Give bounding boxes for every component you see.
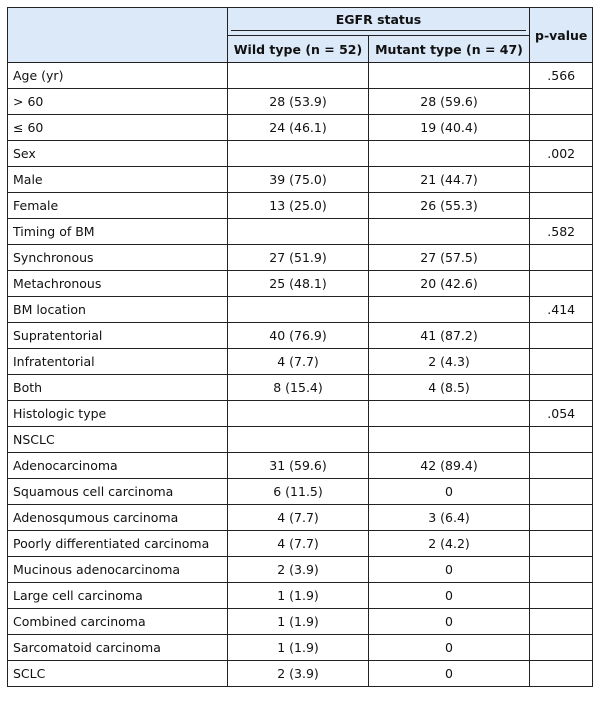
mutant-type-cell: 27 (57.5) [369,245,530,271]
table-row [8,427,593,453]
mutant-type-cell: 28 (59.6) [369,89,530,115]
p-value-cell [530,427,593,453]
wild-type-cell [228,401,369,427]
p-value-cell [530,89,593,115]
p-value-cell [530,479,593,505]
row-label-cell: Supratentorial [8,323,228,349]
p-value-cell [530,245,593,271]
row-label-cell: Synchronous [8,245,228,271]
p-value-cell: .002 [530,141,593,167]
wild-type-cell: 31 (59.6) [228,453,369,479]
table-row [8,193,593,219]
p-value-cell [530,115,593,141]
row-label-cell: NSCLC [8,427,228,453]
wild-type-cell: 1 (1.9) [228,635,369,661]
p-value-cell [530,271,593,297]
wild-type-cell: 1 (1.9) [228,583,369,609]
wild-type-cell [228,427,369,453]
p-value-cell [530,375,593,401]
row-label-cell: Mucinous adenocarcinoma [8,557,228,583]
p-value-cell [530,661,593,687]
mutant-type-cell: 26 (55.3) [369,193,530,219]
wild-type-cell: 2 (3.9) [228,557,369,583]
table-row [8,141,593,167]
mutant-type-cell: 19 (40.4) [369,115,530,141]
p-value-cell [530,635,593,661]
wild-type-cell [228,219,369,245]
row-label-cell: Histologic type [8,401,228,427]
mutant-type-cell: 2 (4.2) [369,531,530,557]
p-value-cell [530,505,593,531]
p-value-cell [530,193,593,219]
p-value-cell [530,453,593,479]
table-row [8,375,593,401]
table-row [8,271,593,297]
table-row [8,609,593,635]
mutant-type-cell [369,427,530,453]
p-value-cell [530,609,593,635]
row-label-cell: Poorly differentiated carcinoma [8,531,228,557]
wild-type-cell: 2 (3.9) [228,661,369,687]
row-label-cell: Male [8,167,228,193]
p-value-cell [530,349,593,375]
row-label-cell: Infratentorial [8,349,228,375]
mutant-type-cell [369,63,530,89]
wild-type-cell [228,297,369,323]
mutant-type-cell: 0 [369,609,530,635]
table-row [8,661,593,687]
mutant-type-cell: 41 (87.2) [369,323,530,349]
table-row [8,401,593,427]
wild-type-cell: 27 (51.9) [228,245,369,271]
table-row [8,89,593,115]
row-label-cell: Adenosqumous carcinoma [8,505,228,531]
egfr-status-table [7,7,593,687]
wild-type-cell: 6 (11.5) [228,479,369,505]
mutant-type-cell: 0 [369,479,530,505]
table-row [8,219,593,245]
table-row [8,583,593,609]
wild-type-cell [228,141,369,167]
row-label-cell: BM location [8,297,228,323]
row-label-cell: > 60 [8,89,228,115]
table-body [8,63,593,687]
table-row [8,167,593,193]
wild-type-cell: 39 (75.0) [228,167,369,193]
row-label-cell: Large cell carcinoma [8,583,228,609]
p-value-cell [530,531,593,557]
table-row [8,63,593,89]
row-label-cell: Combined carcinoma [8,609,228,635]
table-row [8,505,593,531]
table-row [8,479,593,505]
p-value-cell: .054 [530,401,593,427]
mutant-type-cell: 4 (8.5) [369,375,530,401]
wild-type-cell: 1 (1.9) [228,609,369,635]
table-row [8,557,593,583]
mutant-type-cell: 42 (89.4) [369,453,530,479]
row-label-cell: Sex [8,141,228,167]
p-value-cell [530,557,593,583]
mutant-type-header: Mutant type (n = 47) [369,36,530,63]
table-row [8,245,593,271]
mutant-type-cell: 0 [369,635,530,661]
p-value-cell [530,167,593,193]
row-label-cell: Female [8,193,228,219]
mutant-type-cell [369,219,530,245]
mutant-type-cell [369,141,530,167]
table-row [8,635,593,661]
table-row [8,323,593,349]
p-value-cell: .582 [530,219,593,245]
mutant-type-cell: 20 (42.6) [369,271,530,297]
p-value-cell: .566 [530,63,593,89]
wild-type-cell: 28 (53.9) [228,89,369,115]
wild-type-cell: 25 (48.1) [228,271,369,297]
p-value-header: p-value [530,8,593,63]
table-row [8,297,593,323]
wild-type-cell [228,63,369,89]
wild-type-cell: 40 (76.9) [228,323,369,349]
row-label-cell: Metachronous [8,271,228,297]
table-row [8,453,593,479]
wild-type-cell: 24 (46.1) [228,115,369,141]
mutant-type-cell [369,297,530,323]
mutant-type-cell: 3 (6.4) [369,505,530,531]
variable-header [8,8,228,63]
row-label-cell: Timing of BM [8,219,228,245]
p-value-cell [530,583,593,609]
wild-type-cell: 13 (25.0) [228,193,369,219]
egfr-status-header: EGFR status [228,8,530,36]
table-row [8,349,593,375]
p-value-cell [530,323,593,349]
wild-type-cell: 4 (7.7) [228,505,369,531]
row-label-cell: ≤ 60 [8,115,228,141]
mutant-type-cell: 0 [369,557,530,583]
mutant-type-cell: 0 [369,583,530,609]
row-label-cell: Sarcomatoid carcinoma [8,635,228,661]
table-row [8,115,593,141]
wild-type-cell: 4 (7.7) [228,349,369,375]
p-value-cell: .414 [530,297,593,323]
row-label-cell: Both [8,375,228,401]
mutant-type-cell: 0 [369,661,530,687]
row-label-cell: Adenocarcinoma [8,453,228,479]
row-label-cell: SCLC [8,661,228,687]
row-label-cell: Age (yr) [8,63,228,89]
wild-type-cell: 4 (7.7) [228,531,369,557]
mutant-type-cell: 2 (4.3) [369,349,530,375]
table-row [8,531,593,557]
row-label-cell: Squamous cell carcinoma [8,479,228,505]
wild-type-cell: 8 (15.4) [228,375,369,401]
wild-type-header: Wild type (n = 52) [228,36,369,63]
mutant-type-cell [369,401,530,427]
mutant-type-cell: 21 (44.7) [369,167,530,193]
